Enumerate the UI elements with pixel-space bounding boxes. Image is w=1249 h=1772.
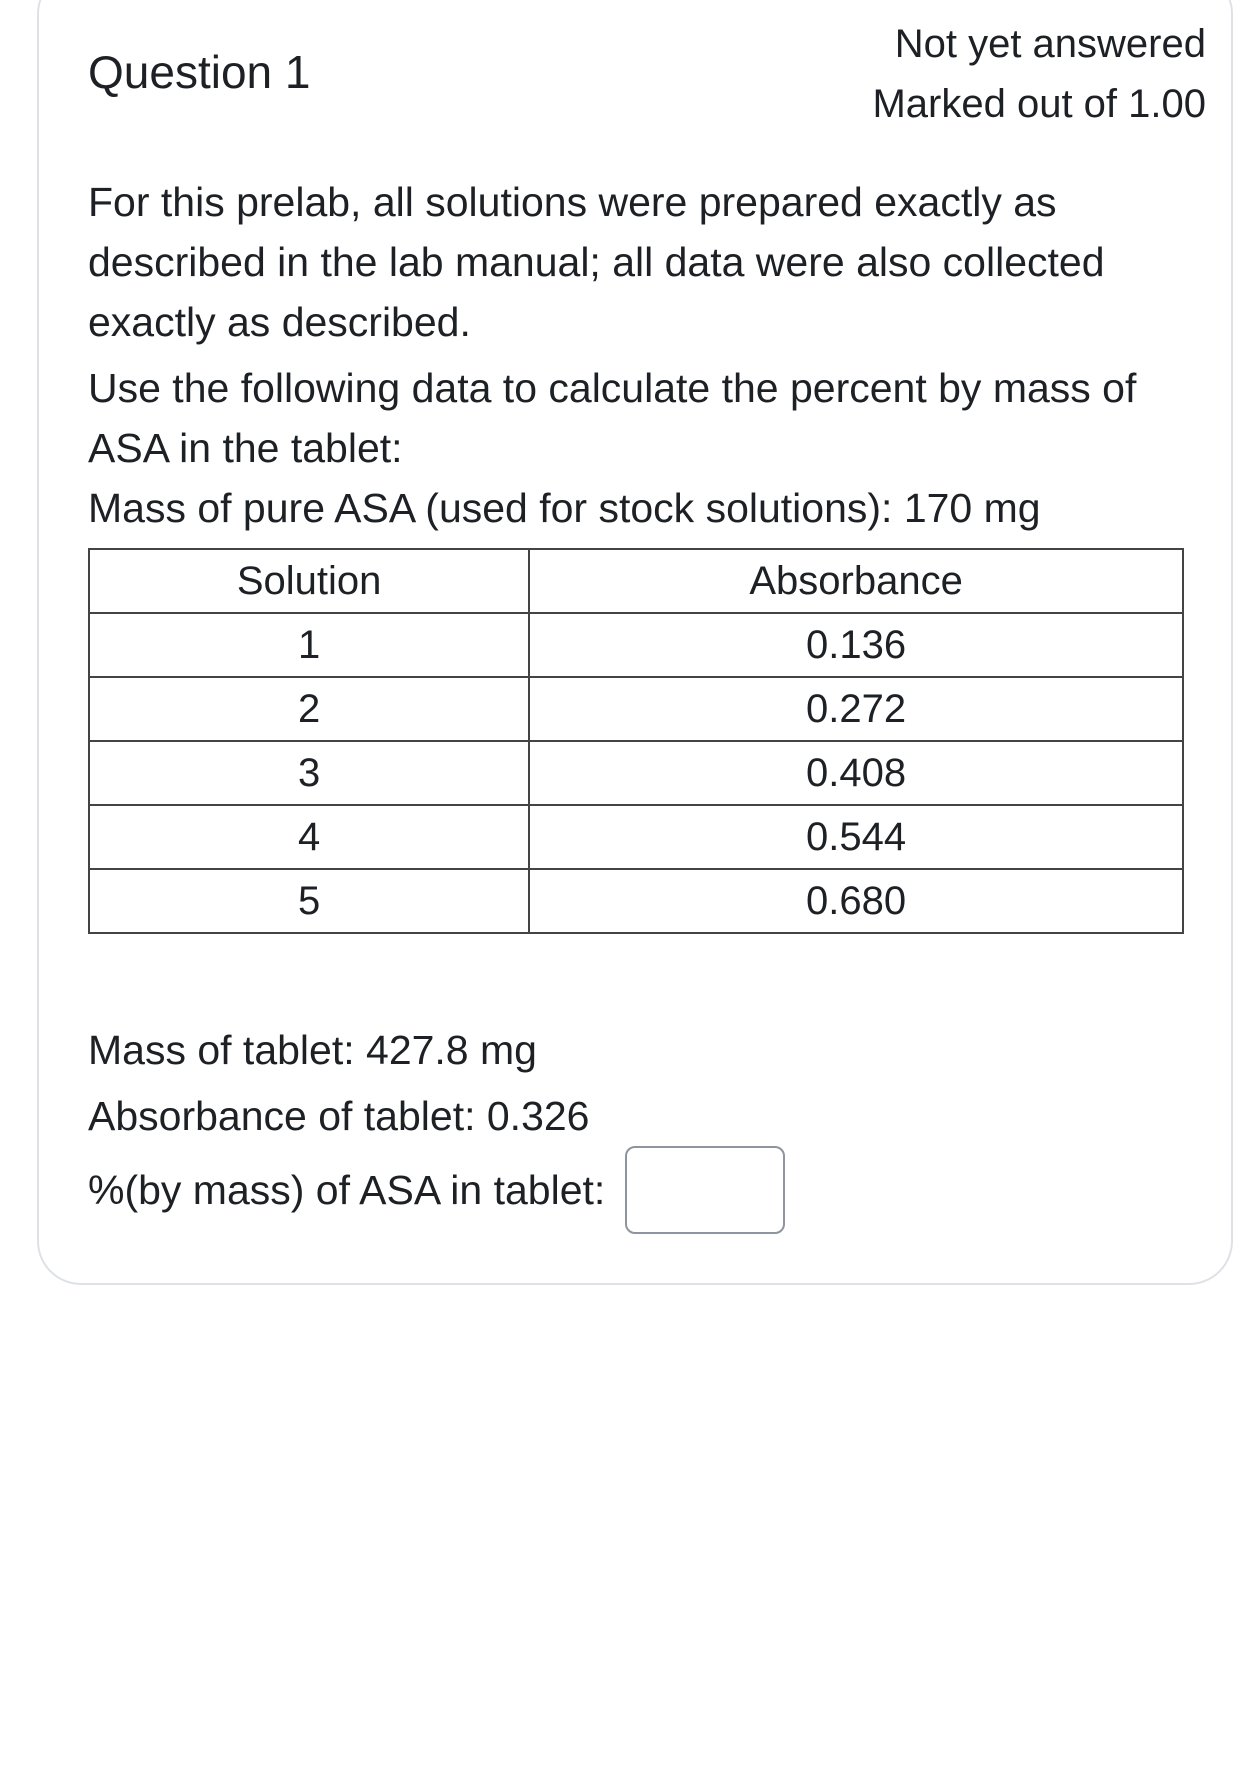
solution-cell: 1 [89, 613, 529, 677]
table-row [89, 805, 1183, 869]
tablet-mass: Mass of tablet: 427.8 mg [88, 1027, 537, 1073]
absorbance-cell: 0.544 [529, 805, 1183, 869]
answer-status: Not yet answered [894, 22, 1206, 66]
table-header-row [89, 549, 1183, 613]
answer-label: %(by mass) of ASA in tablet: [88, 1166, 606, 1213]
header-solution: Solution [89, 549, 529, 613]
table-row [89, 677, 1183, 741]
table-row [89, 741, 1183, 805]
intro-paragraph: For this prelab, all solutions were prepared exactly as described in the lab manual; all data were also collected exactly as described. [88, 179, 1105, 345]
table-row [89, 869, 1183, 933]
absorbance-cell: 0.680 [529, 869, 1183, 933]
table-row [89, 613, 1183, 677]
question-text [88, 172, 1178, 538]
tablet-absorbance: Absorbance of tablet: 0.326 [88, 1093, 590, 1139]
answer-input[interactable] [625, 1146, 785, 1234]
question-title: Question 1 [88, 46, 311, 98]
marks-label: Marked out of 1.00 [872, 82, 1206, 126]
tablet-data [88, 1017, 589, 1149]
solution-cell: 2 [89, 677, 529, 741]
solution-cell: 3 [89, 741, 529, 805]
instruction-paragraph: Use the following data to calculate the percent by mass of ASA in the tablet: [88, 365, 1137, 471]
solution-cell: 5 [89, 869, 529, 933]
question-status-block [872, 14, 1206, 134]
absorbance-table [88, 548, 1184, 934]
absorbance-cell: 0.408 [529, 741, 1183, 805]
absorbance-cell: 0.136 [529, 613, 1183, 677]
pure-asa-mass: Mass of pure ASA (used for stock solutions): 170 mg [88, 485, 1041, 531]
solution-cell: 4 [89, 805, 529, 869]
header-absorbance: Absorbance [529, 549, 1183, 613]
absorbance-cell: 0.272 [529, 677, 1183, 741]
answer-row [88, 1146, 785, 1234]
